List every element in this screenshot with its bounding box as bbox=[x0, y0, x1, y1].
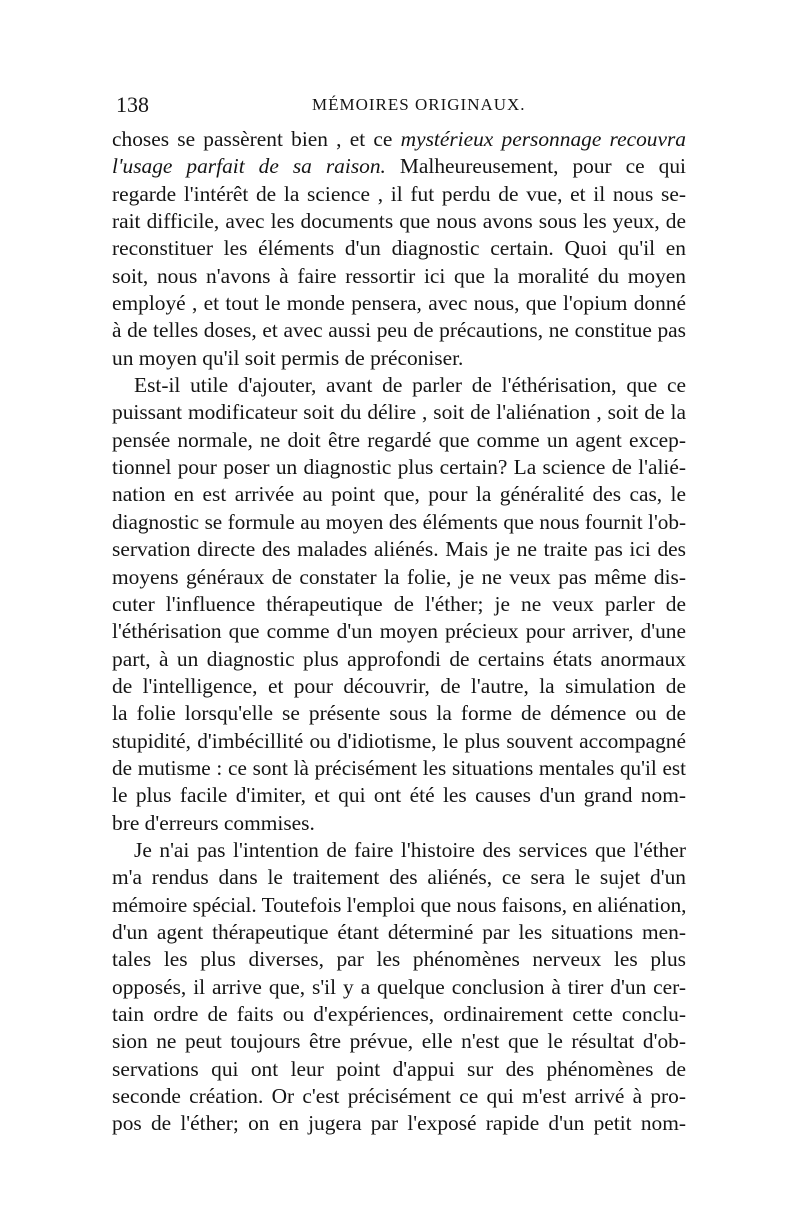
text-segment: un moyen qu'il soit permis de préconiser. bbox=[112, 345, 464, 370]
text-line bbox=[112, 864, 686, 891]
text-segment: nation en est arrivée au point que, pour la généralité des cas, le bbox=[112, 482, 686, 507]
text-line bbox=[112, 290, 686, 317]
text-segment: tionnel pour poser un diagnostic plus certain? La science de l'alié- bbox=[112, 455, 686, 480]
page-header bbox=[112, 92, 686, 126]
text-line bbox=[112, 1028, 686, 1055]
text-segment: part, à un diagnostic plus approfondi de certains états anormaux bbox=[112, 646, 686, 671]
text-line bbox=[112, 755, 686, 782]
text-segment: stupidité, d'imbécillité ou d'idiotisme, le plus souvent accompagné bbox=[112, 728, 686, 753]
text-segment: pensée normale, ne doit être regardé que comme un agent excep- bbox=[112, 427, 686, 452]
text-line bbox=[112, 317, 686, 344]
text-line bbox=[112, 345, 686, 372]
text-segment: diagnostic se formule au moyen des éléments que nous fournit l'ob- bbox=[112, 509, 686, 534]
text-segment: bre d'erreurs commises. bbox=[112, 810, 315, 835]
text-line bbox=[112, 509, 686, 536]
text-segment: la folie lorsqu'elle se présente sous la forme de démence ou de bbox=[112, 701, 686, 726]
text-segment: soit, nous n'avons à faire ressortir ici que la moralité du moyen bbox=[112, 263, 686, 288]
text-line bbox=[112, 810, 686, 837]
text-segment: pos de l'éther; on en jugera par l'exposé rapide d'un petit nom- bbox=[112, 1111, 686, 1136]
text-segment: tain ordre de faits ou d'expériences, ordinairement cette conclu- bbox=[112, 1002, 686, 1026]
running-title: MÉMOIRES ORIGINAUX. bbox=[312, 95, 526, 114]
text-line bbox=[112, 700, 686, 727]
text-segment: d'un agent thérapeutique étant déterminé par les situations men- bbox=[112, 919, 686, 944]
text-line bbox=[112, 153, 686, 180]
text-line bbox=[112, 646, 686, 673]
text-segment: moyens généraux de constater la folie, je ne veux pas même dis- bbox=[112, 564, 686, 589]
text-segment: cuter l'influence thérapeutique de l'éther; je ne veux parler de bbox=[112, 591, 686, 616]
text-segment: de l'intelligence, et pour découvrir, de l'autre, la simulation de bbox=[112, 673, 686, 698]
text-line bbox=[112, 946, 686, 973]
page-number: 138 bbox=[116, 92, 149, 117]
text-segment: le plus facile d'imiter, et qui ont été les causes d'un grand nom- bbox=[112, 783, 686, 808]
text-line bbox=[112, 536, 686, 563]
text-line bbox=[112, 892, 686, 919]
text-segment: à de telles doses, et avec aussi peu de précautions, ne constitue pas bbox=[112, 318, 686, 343]
text-line bbox=[112, 782, 686, 809]
text-segment: Malheureusement, pour ce qui bbox=[385, 154, 686, 179]
text-line bbox=[112, 372, 686, 399]
text-line bbox=[112, 837, 686, 864]
text-segment: regarde l'intérêt de la science , il fut perdu de vue, et il nous se- bbox=[112, 181, 686, 206]
text-segment: seconde création. Or c'est précisément ce qui m'est arrivé à pro- bbox=[112, 1084, 686, 1109]
text-line bbox=[112, 454, 686, 481]
body-text bbox=[112, 126, 686, 1138]
italic-text-segment: mystérieux personnage recouvra bbox=[400, 127, 686, 151]
text-segment: m'a rendus dans le traitement des aliénés, ce sera le sujet d'un bbox=[112, 865, 686, 890]
text-segment: opposés, il arrive que, s'il y a quelque conclusion à tirer d'un cer- bbox=[112, 974, 686, 999]
text-segment: reconstituer les éléments d'un diagnostic certain. Quoi qu'il en bbox=[112, 236, 686, 261]
italic-text-segment: l'usage parfait de sa raison. bbox=[112, 154, 386, 179]
text-segment: rait difficile, avec les documents que nous avons sous les yeux, de bbox=[112, 209, 686, 234]
text-segment: puissant modificateur soit du délire , soit de l'aliénation , soit de la bbox=[112, 400, 686, 425]
text-segment: sion ne peut toujours être prévue, elle n'est que le résultat d'ob- bbox=[112, 1029, 686, 1054]
text-line bbox=[112, 974, 686, 1001]
text-segment: mémoire spécial. Toutefois l'emploi que nous faisons, en aliénation, bbox=[112, 892, 687, 917]
text-line bbox=[112, 618, 686, 645]
text-line bbox=[112, 181, 686, 208]
text-line bbox=[112, 399, 686, 426]
text-line bbox=[112, 263, 686, 290]
text-line bbox=[112, 919, 686, 946]
text-line bbox=[112, 1083, 686, 1110]
text-line bbox=[112, 481, 686, 508]
text-segment: de mutisme : ce sont là précisément les situations mentales qu'il est bbox=[112, 755, 686, 780]
text-line bbox=[112, 564, 686, 591]
text-line bbox=[112, 673, 686, 700]
text-line bbox=[112, 1001, 686, 1028]
text-segment: Est-il utile d'ajouter, avant de parler de l'éthérisation, que ce bbox=[134, 373, 686, 398]
text-segment: choses se passèrent bien , et ce bbox=[112, 127, 401, 151]
text-line bbox=[112, 208, 686, 235]
text-segment: tales les plus diverses, par les phénomènes nerveux les plus bbox=[112, 947, 686, 972]
text-line bbox=[112, 427, 686, 454]
book-page bbox=[112, 92, 686, 1138]
text-segment: servations qui ont leur point d'appui sur des phénomènes de bbox=[112, 1056, 686, 1081]
text-line bbox=[112, 591, 686, 618]
text-line bbox=[112, 728, 686, 755]
text-line bbox=[112, 126, 686, 153]
text-line bbox=[112, 1056, 686, 1083]
text-segment: l'éthérisation que comme d'un moyen précieux pour arriver, d'une bbox=[112, 619, 686, 644]
text-segment: employé , et tout le monde pensera, avec nous, que l'opium donné bbox=[112, 291, 686, 316]
text-segment: Je n'ai pas l'intention de faire l'histoire des services que l'éther bbox=[134, 837, 686, 862]
text-line bbox=[112, 1110, 686, 1137]
text-segment: servation directe des malades aliénés. Mais je ne traite pas ici des bbox=[112, 537, 686, 562]
text-line bbox=[112, 235, 686, 262]
